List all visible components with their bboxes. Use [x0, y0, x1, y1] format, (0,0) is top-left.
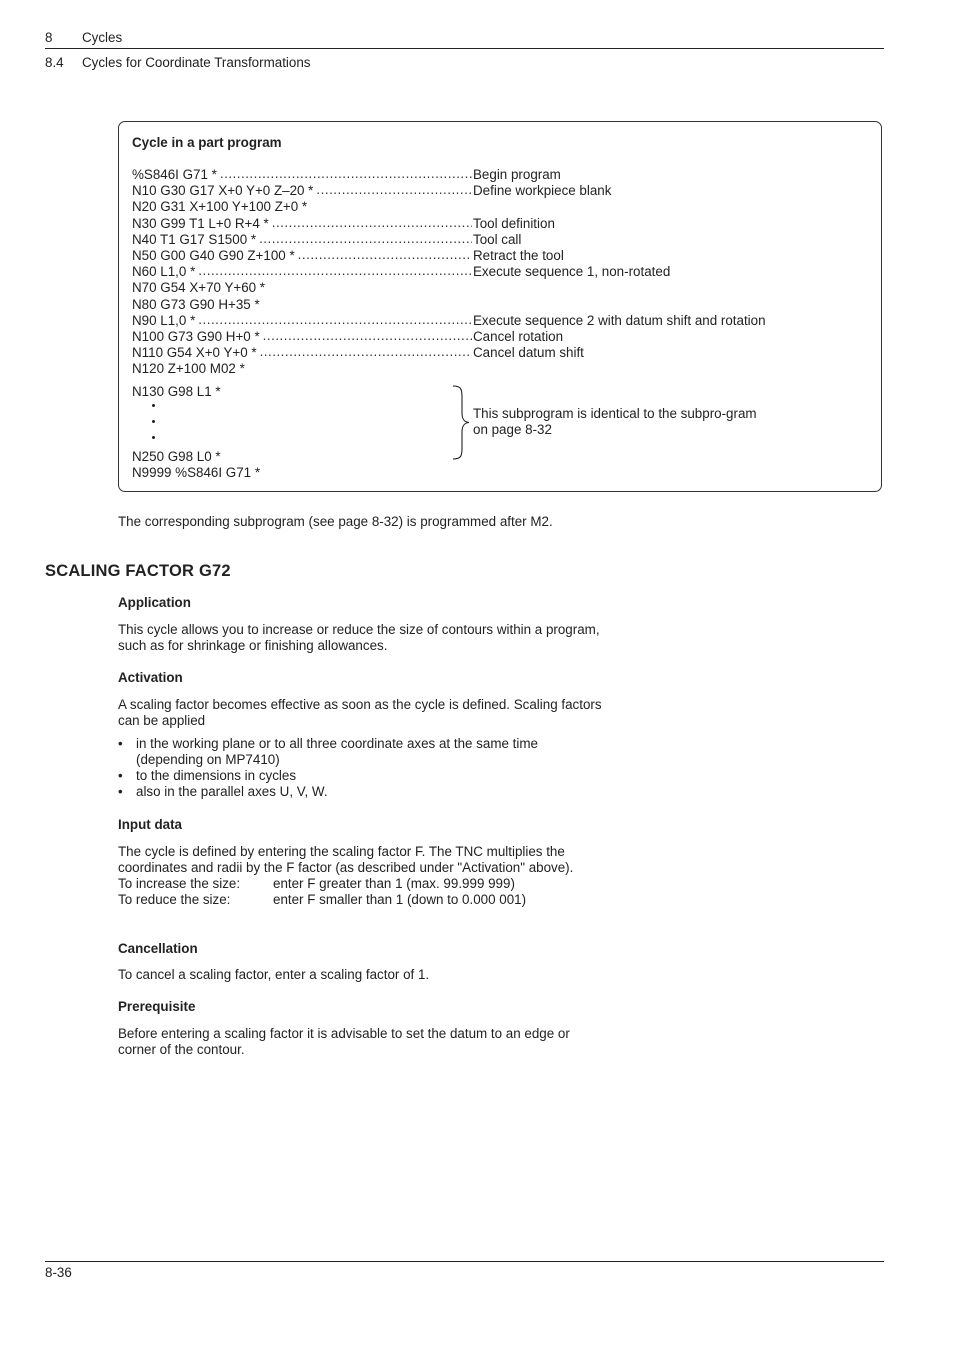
program-line: [132, 313, 872, 329]
ellipsis-dot: [152, 420, 155, 423]
section-title: Cycles for Coordinate Transformations: [82, 55, 311, 70]
program-comment: [472, 280, 473, 296]
program-line: [132, 216, 872, 232]
program-line: [132, 297, 872, 313]
ellipsis-dot: [152, 436, 155, 439]
program-line: [132, 199, 872, 215]
program-comment: [472, 361, 473, 377]
program-code: N90 L1,0 *: [132, 312, 196, 328]
dot-leader: [260, 345, 472, 361]
program-listing: [132, 167, 872, 377]
increase-size-label: To increase the size:: [118, 876, 241, 891]
list-item: • to the dimensions in cycles: [118, 768, 598, 784]
activation-heading: Activation: [118, 670, 183, 685]
input-data-heading: Input data: [118, 817, 182, 832]
increase-size-value: enter F greater than 1 (max. 99.999 999): [273, 876, 515, 891]
program-comment: Execute sequence 2 with datum shift and rotation: [473, 312, 766, 328]
program-comment: Execute sequence 1, non-rotated: [473, 264, 671, 280]
dot-leader: [198, 264, 472, 280]
activation-list: [118, 736, 598, 800]
reduce-size-label: To reduce the size:: [118, 892, 231, 907]
subprogram-first-line: N130 G98 L1 *: [132, 384, 221, 399]
input-data-text: [118, 844, 608, 908]
program-code: N70 G54 X+70 Y+60 *: [132, 280, 266, 296]
program-code: N30 G99 T1 L+0 R+4 *: [132, 215, 269, 231]
program-line: [132, 264, 872, 280]
program-line: [132, 167, 872, 183]
section-heading: SCALING FACTOR G72: [45, 562, 231, 580]
program-comment: [472, 297, 473, 313]
curly-brace-icon: [449, 385, 471, 460]
ellipsis-dot: [152, 404, 155, 407]
program-comment: Define workpiece blank: [473, 183, 612, 199]
program-line: [132, 248, 872, 264]
prerequisite-text: Before entering a scaling factor it is advisable to set the datum to an edge or corner of the contour.: [118, 1026, 570, 1057]
dot-leader: [316, 183, 472, 199]
program-line: [132, 345, 872, 361]
program-code: N50 G00 G40 G90 Z+100 *: [132, 247, 295, 263]
program-code: N60 L1,0 *: [132, 264, 196, 280]
dot-leader: [259, 232, 472, 248]
after-box-text: The corresponding subprogram (see page 8-32) is programmed after M2.: [118, 514, 553, 529]
program-line: [132, 329, 872, 345]
dot-leader: [272, 216, 472, 232]
application-heading: Application: [118, 595, 191, 610]
program-code: N40 T1 G17 S1500 *: [132, 231, 257, 247]
program-comment: Begin program: [473, 167, 561, 182]
reduce-size-value: enter F smaller than 1 (down to 0.000 001): [273, 892, 527, 907]
box-title: Cycle in a part program: [132, 135, 282, 150]
program-comment: [472, 199, 473, 215]
prerequisite-heading: Prerequisite: [118, 999, 196, 1014]
program-comment: Retract the tool: [473, 247, 564, 263]
increase-size-row: [118, 876, 608, 892]
dot-leader: [198, 313, 472, 329]
input-data-description: The cycle is defined by entering the scaling factor F. The TNC multiplies the coordinates and radii by the F factor (as described under "Activation" above).: [118, 844, 574, 875]
footer-rule: [45, 1261, 884, 1262]
cancellation-heading: Cancellation: [118, 941, 198, 956]
subprogram-last-line: N250 G98 L0 *: [132, 449, 221, 464]
program-comment: Cancel datum shift: [473, 345, 584, 361]
cancellation-text: To cancel a scaling factor, enter a scaling factor of 1.: [118, 967, 430, 982]
program-end-line: N9999 %S846I G71 *: [132, 465, 261, 480]
program-line: [132, 232, 872, 248]
program-code: N100 G73 G90 H+0 *: [132, 328, 260, 344]
subprogram-block: [132, 384, 260, 481]
dot-leader: [220, 167, 472, 183]
list-item: • in the working plane or to all three coordinate axes at the same time (depending on MP7410): [118, 736, 598, 768]
example-program-box: [118, 121, 882, 492]
program-code: %S846I G71 *: [132, 167, 217, 182]
program-line: [132, 280, 872, 296]
program-code: N120 Z+100 M02 *: [132, 361, 245, 377]
chapter-number: 8: [45, 30, 53, 45]
list-item: • also in the parallel axes U, V, W.: [118, 784, 598, 800]
dot-leader: [298, 248, 472, 264]
chapter-title: Cycles: [82, 30, 123, 45]
subprogram-note: This subprogram is identical to the subpro-gram on page 8-32: [473, 406, 757, 437]
application-text: This cycle allows you to increase or reduce the size of contours within a program, such as for shrinkage or finishing allowances.: [118, 622, 600, 653]
program-comment: Cancel rotation: [473, 328, 564, 344]
program-line: [132, 183, 872, 199]
activation-text: A scaling factor becomes effective as soon as the cycle is defined. Scaling factors can be applied: [118, 697, 602, 728]
program-line: [132, 361, 872, 377]
page-number: 8-36: [45, 1265, 72, 1280]
program-code: N10 G30 G17 X+0 Y+0 Z–20 *: [132, 183, 314, 199]
program-comment: Tool definition: [473, 215, 555, 231]
reduce-size-row: [118, 892, 608, 908]
dot-leader: [263, 329, 472, 345]
program-code: N20 G31 X+100 Y+100 Z+0 *: [132, 199, 308, 215]
section-number: 8.4: [45, 55, 64, 70]
program-code: N110 G54 X+0 Y+0 *: [132, 345, 257, 361]
program-comment: Tool call: [473, 231, 522, 247]
program-code: N80 G73 G90 H+35 *: [132, 296, 260, 312]
chapter-header: [45, 30, 884, 49]
section-header: [45, 55, 884, 71]
